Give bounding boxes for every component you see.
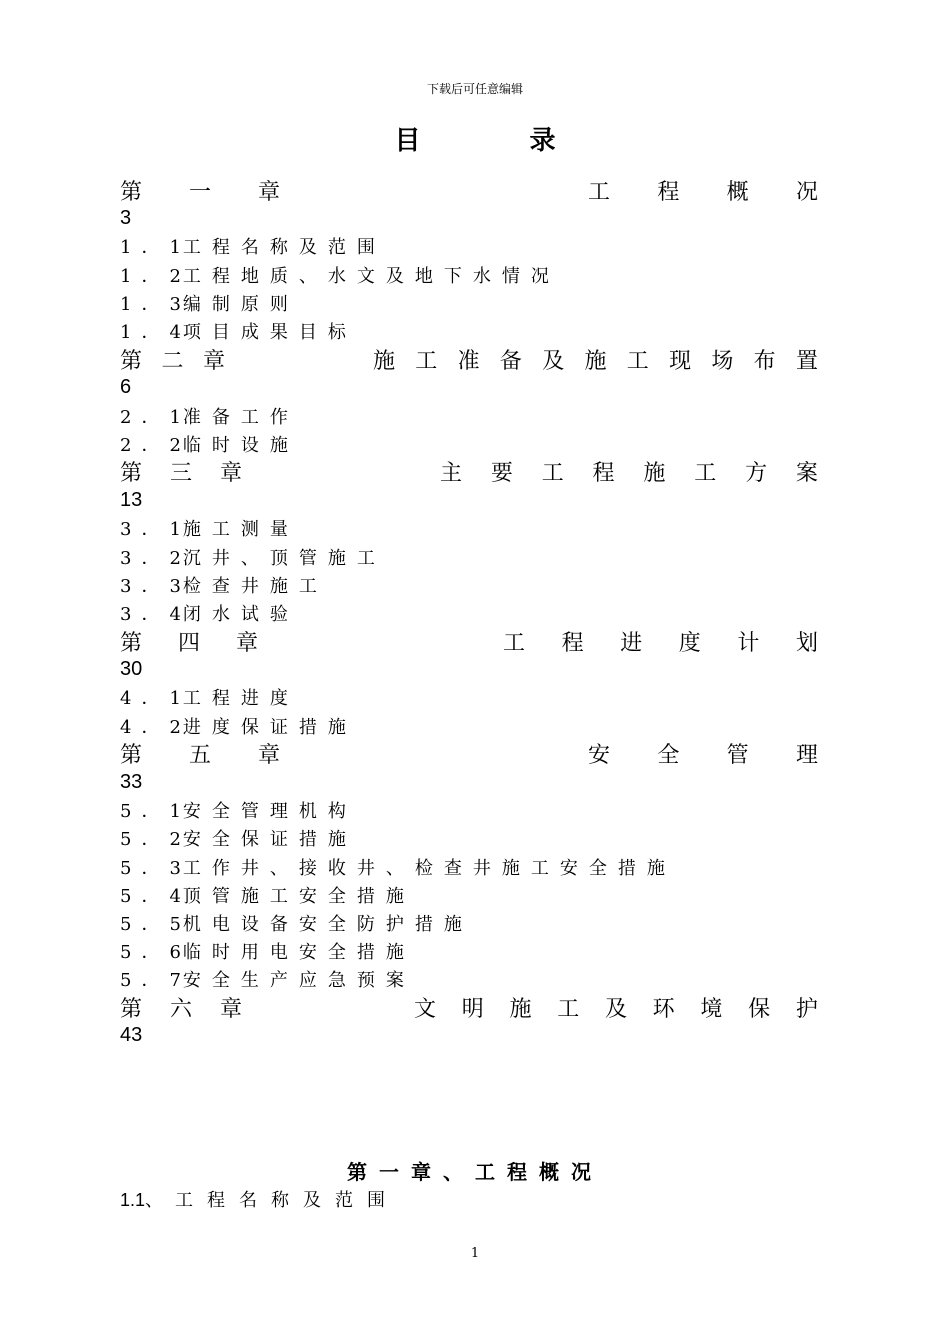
toc-section	[120, 317, 818, 345]
chapter-label	[120, 175, 280, 206]
toc-section	[120, 796, 818, 824]
toc-section-number: 5．2	[120, 829, 191, 851]
chapter-label-char: 章	[235, 630, 258, 656]
chapter-title-char: 管	[726, 743, 749, 769]
chapter-title-char: 计	[737, 630, 760, 656]
chapter-title-char: 工	[503, 630, 526, 656]
chapter-label-char: 章	[257, 179, 280, 205]
chapter-label-char: 章	[219, 997, 242, 1023]
chapter-title-char: 程	[592, 461, 615, 487]
chapter-title-char: 工	[588, 179, 611, 205]
toc-section-title: 施工测量	[182, 519, 299, 541]
chapter-title	[588, 738, 818, 769]
chapter-title-char: 文	[414, 997, 437, 1023]
toc-section-title: 工程进度	[182, 688, 299, 710]
toc-section-number: 5．3	[120, 857, 191, 879]
chapter-label	[120, 626, 258, 657]
toc-section	[120, 937, 818, 965]
chapter-title-char: 及	[542, 348, 565, 374]
chapter-title-char: 主	[440, 461, 463, 487]
chapter-label-char: 章	[257, 743, 280, 769]
toc-section	[120, 881, 818, 909]
toc-page-number: 6	[120, 375, 132, 398]
toc-section	[120, 571, 818, 599]
toc-page-number: 3	[120, 206, 132, 229]
chapter-title-char: 进	[620, 630, 643, 656]
chapter-title-char: 备	[499, 348, 522, 374]
chapter-label-char: 二	[161, 348, 184, 374]
toc-section	[120, 683, 818, 711]
toc-section-number: 5．1	[120, 801, 191, 823]
chapter-title-char: 要	[490, 461, 513, 487]
chapter-title	[373, 344, 818, 375]
chapter-title-char: 保	[748, 997, 771, 1023]
chapter-title	[440, 456, 818, 487]
toc-section-title: 沉井、顶管施工	[182, 547, 386, 569]
chapter-title-char: 布	[753, 348, 776, 374]
chapter-title	[588, 175, 818, 206]
chapter-title-char: 施	[584, 348, 607, 374]
section-title: 工程名称及范围	[175, 1190, 400, 1211]
chapter-title-char: 工	[415, 348, 438, 374]
toc-section	[120, 542, 818, 570]
chapter-title-char: 及	[604, 997, 627, 1023]
toc-section-title: 工作井、接收井、检查井施工安全措施	[182, 857, 676, 879]
toc-page-number: 33	[120, 770, 143, 793]
toc-section-number: 5．4	[120, 885, 191, 907]
chapter-title-char: 施	[509, 997, 532, 1023]
chapter-heading: 第一章、工程概况	[347, 1160, 603, 1184]
chapter-title-char: 案	[795, 461, 818, 487]
toc-section	[120, 909, 818, 937]
section-heading	[120, 1186, 399, 1212]
toc-section-title: 工程地质、水文及地下水情况	[182, 265, 560, 287]
chapter-label	[120, 738, 280, 769]
toc-section-number: 3．1	[120, 519, 191, 541]
toc-section-title: 进度保证措施	[182, 716, 357, 738]
toc-page-number: 30	[120, 657, 143, 680]
chapter-title-char: 度	[678, 630, 701, 656]
toc-section	[120, 712, 818, 740]
toc-section-title: 机电设备安全防护措施	[182, 913, 473, 935]
table-of-contents	[120, 176, 818, 1050]
chapter-title-char: 明	[461, 997, 484, 1023]
toc-section-title: 项目成果目标	[182, 322, 357, 344]
toc-section	[120, 402, 818, 430]
chapter-label-char: 章	[219, 461, 242, 487]
chapter-title-char: 护	[795, 997, 818, 1023]
chapter-title	[414, 992, 818, 1023]
toc-section-number: 4．1	[120, 688, 191, 710]
chapter-label-char: 第	[120, 997, 143, 1023]
chapter-title-char: 程	[561, 630, 584, 656]
toc-section-number: 1．4	[120, 322, 191, 344]
chapter-label-char: 五	[188, 743, 211, 769]
toc-section	[120, 853, 818, 881]
chapter-title-char: 工	[626, 348, 649, 374]
toc-section	[120, 824, 818, 852]
toc-section-number: 1．1	[120, 237, 191, 259]
chapter-label-char: 六	[169, 997, 192, 1023]
toc-section	[120, 514, 818, 542]
chapter-title-char: 施	[373, 348, 396, 374]
toc-section-title: 临时设施	[182, 434, 299, 456]
toc-section-number: 5．7	[120, 970, 191, 992]
chapter-label	[120, 992, 242, 1023]
toc-section-number: 5．5	[120, 913, 191, 935]
toc-section-title: 安全管理机构	[182, 801, 357, 823]
toc-page-number: 43	[120, 1024, 143, 1047]
chapter-title-char: 况	[795, 179, 818, 205]
toc-section-number: 3．4	[120, 603, 191, 625]
chapter-title-char: 境	[700, 997, 723, 1023]
chapter-label-char: 第	[120, 461, 143, 487]
chapter-title-char: 程	[657, 179, 680, 205]
chapter-title-char: 现	[669, 348, 692, 374]
toc-section	[120, 261, 818, 289]
toc-section-number: 3．2	[120, 547, 191, 569]
chapter-label	[120, 456, 242, 487]
toc-section-title: 安全保证措施	[182, 829, 357, 851]
toc-chapter	[120, 993, 818, 1021]
chapter-title-char: 施	[643, 461, 666, 487]
toc-section-title: 检查井施工	[182, 575, 328, 597]
chapter-label	[120, 344, 225, 375]
toc-section-title: 准备工作	[182, 406, 299, 428]
toc-section-number: 3．3	[120, 575, 191, 597]
chapter-title-char: 置	[795, 348, 818, 374]
toc-section-number: 2．2	[120, 434, 191, 456]
toc-section	[120, 599, 818, 627]
chapter-title-char: 工	[557, 997, 580, 1023]
chapter-title-char: 场	[711, 348, 734, 374]
toc-chapter	[120, 627, 818, 655]
toc-section-title: 安全生产应急预案	[182, 970, 415, 992]
toc-chapter	[120, 458, 818, 486]
toc-section-title: 临时用电安全措施	[182, 942, 415, 964]
chapter-title-char: 方	[745, 461, 768, 487]
toc-section-title: 顶管施工安全措施	[182, 885, 415, 907]
toc-section-number: 4．2	[120, 716, 191, 738]
toc-section-number: 2．1	[120, 406, 191, 428]
chapter-label-char: 第	[120, 743, 143, 769]
toc-chapter	[120, 176, 818, 204]
toc-section	[120, 232, 818, 260]
chapter-title-char: 划	[795, 630, 818, 656]
chapter-label-char: 第	[120, 348, 143, 374]
toc-chapter	[120, 740, 818, 768]
toc-section-title: 工程名称及范围	[182, 237, 386, 259]
chapter-title-char: 准	[457, 348, 480, 374]
chapter-title	[503, 626, 818, 657]
chapter-label-char: 第	[120, 630, 143, 656]
chapter-label-char: 三	[169, 461, 192, 487]
chapter-title-char: 安	[588, 743, 611, 769]
chapter-title-char: 概	[726, 179, 749, 205]
chapter-title-char: 工	[541, 461, 564, 487]
chapter-title-char: 工	[694, 461, 717, 487]
chapter-label-char: 一	[188, 179, 211, 205]
toc-section	[120, 289, 818, 317]
section-number: 1.1、	[120, 1190, 164, 1210]
toc-page-number: 13	[120, 488, 143, 511]
toc-section-number: 5．6	[120, 942, 191, 964]
chapter-label-char: 第	[120, 179, 143, 205]
page-number: 1	[470, 1246, 480, 1261]
toc-section	[120, 430, 818, 458]
toc-section-number: 1．2	[120, 265, 191, 287]
chapter-label-char: 四	[177, 630, 200, 656]
toc-title: 目 录	[394, 126, 606, 156]
toc-chapter	[120, 345, 818, 373]
toc-section-number: 1．3	[120, 293, 191, 315]
toc-section-title: 闭水试验	[182, 603, 299, 625]
toc-section	[120, 965, 818, 993]
toc-section-title: 编制原则	[182, 293, 299, 315]
page-header: 下载后可任意编辑	[426, 82, 523, 96]
chapter-label-char: 章	[202, 348, 225, 374]
chapter-title-char: 环	[652, 997, 675, 1023]
chapter-title-char: 理	[795, 743, 818, 769]
chapter-title-char: 全	[657, 743, 680, 769]
